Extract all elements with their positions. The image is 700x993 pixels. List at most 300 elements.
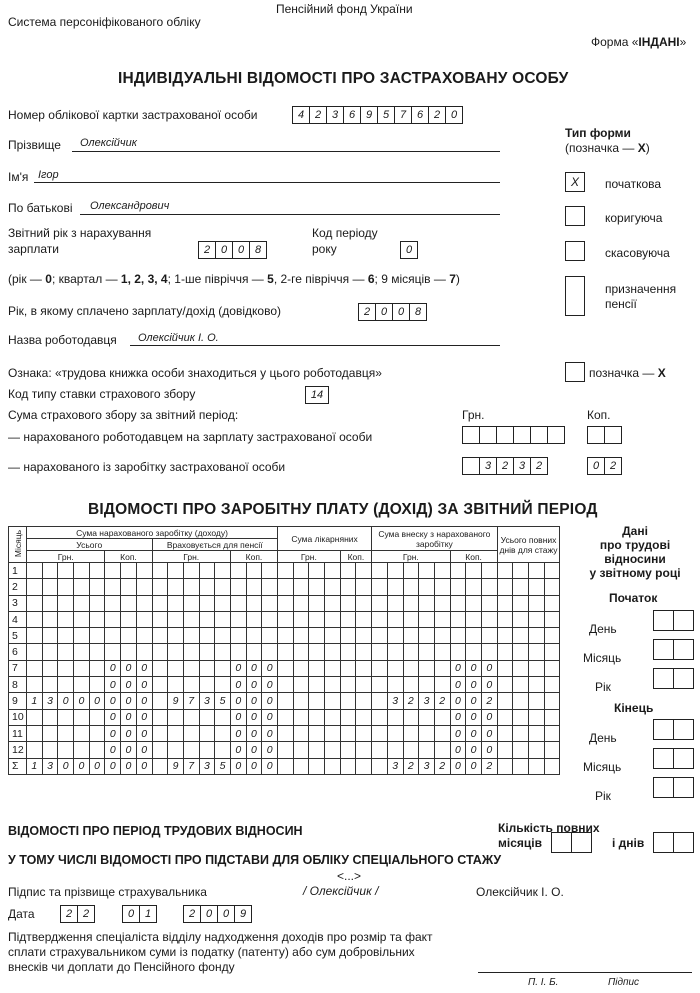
wage-cell[interactable] — [529, 758, 545, 774]
wage-cell[interactable] — [325, 742, 341, 758]
wage-cell[interactable] — [121, 595, 137, 611]
wage-cell[interactable] — [356, 579, 372, 595]
wage-cell[interactable] — [293, 725, 309, 741]
wage-cell[interactable]: 0 — [105, 758, 121, 774]
wage-cell[interactable] — [419, 628, 435, 644]
wage-cell[interactable] — [403, 628, 419, 644]
wage-cell[interactable] — [325, 725, 341, 741]
wage-cell[interactable] — [27, 644, 43, 660]
digit-cell[interactable]: 0 — [215, 241, 233, 259]
wage-cell[interactable] — [74, 677, 90, 693]
wage-cell[interactable]: 2 — [481, 758, 497, 774]
wage-cell[interactable] — [89, 579, 105, 595]
end-year-cells[interactable] — [653, 777, 694, 798]
wage-cell[interactable] — [278, 677, 294, 693]
wage-cell[interactable] — [325, 628, 341, 644]
wage-cell[interactable] — [89, 709, 105, 725]
wage-cell[interactable]: 0 — [262, 693, 278, 709]
card-number-cells[interactable] — [292, 106, 463, 124]
wage-cell[interactable] — [215, 628, 231, 644]
wage-cell[interactable] — [340, 563, 356, 579]
wage-cell[interactable]: 0 — [262, 742, 278, 758]
wage-cell[interactable] — [168, 563, 184, 579]
wage-cell[interactable] — [372, 725, 388, 741]
wage-cell[interactable] — [325, 579, 341, 595]
wage-cell[interactable]: 0 — [74, 758, 90, 774]
wage-cell[interactable] — [513, 725, 529, 741]
wage-cell[interactable]: 2 — [481, 693, 497, 709]
wage-cell[interactable]: 0 — [246, 758, 262, 774]
digit-cell[interactable] — [604, 426, 622, 444]
wage-cell[interactable] — [215, 611, 231, 627]
digit-cell[interactable]: 1 — [139, 905, 157, 923]
wage-cell[interactable] — [42, 628, 58, 644]
wage-cell[interactable] — [293, 644, 309, 660]
wage-cell[interactable] — [278, 709, 294, 725]
wage-cell[interactable] — [183, 644, 199, 660]
wage-cell[interactable] — [434, 725, 450, 741]
wage-cell[interactable] — [246, 579, 262, 595]
digit-cell[interactable]: 0 — [122, 905, 140, 923]
digit-cell[interactable]: 9 — [234, 905, 252, 923]
wage-cell[interactable] — [168, 644, 184, 660]
wage-cell[interactable] — [403, 660, 419, 676]
wage-cell[interactable] — [325, 677, 341, 693]
wage-cell[interactable] — [42, 644, 58, 660]
wage-cell[interactable] — [58, 563, 74, 579]
wage-cell[interactable] — [246, 563, 262, 579]
wage-cell[interactable] — [215, 660, 231, 676]
digit-cell[interactable]: 2 — [198, 241, 216, 259]
wage-cell[interactable]: 0 — [136, 660, 152, 676]
wage-cell[interactable]: 0 — [450, 709, 466, 725]
wage-cell[interactable]: 9 — [168, 693, 184, 709]
wage-cell[interactable] — [105, 563, 121, 579]
wage-cell[interactable]: 0 — [230, 693, 246, 709]
wage-cell[interactable] — [168, 660, 184, 676]
wage-cell[interactable]: 0 — [481, 742, 497, 758]
wage-cell[interactable]: 0 — [121, 742, 137, 758]
wage-cell[interactable] — [278, 611, 294, 627]
wage-cell[interactable] — [419, 725, 435, 741]
wage-cell[interactable] — [340, 725, 356, 741]
wage-cell[interactable] — [403, 725, 419, 741]
wage-cell[interactable] — [356, 693, 372, 709]
wage-cell[interactable] — [544, 595, 560, 611]
wage-cell[interactable]: 0 — [105, 693, 121, 709]
wage-cell[interactable] — [325, 644, 341, 660]
digit-cell[interactable] — [479, 426, 497, 444]
wage-cell[interactable]: 1 — [27, 758, 43, 774]
wage-cell[interactable] — [529, 644, 545, 660]
digit-cell[interactable]: 3 — [513, 457, 531, 475]
wage-cell[interactable] — [152, 660, 168, 676]
wage-cell[interactable] — [356, 644, 372, 660]
wage-cell[interactable] — [168, 628, 184, 644]
fee-row1-kop-cells[interactable] — [587, 426, 622, 444]
wage-cell[interactable] — [513, 628, 529, 644]
wage-cell[interactable] — [215, 742, 231, 758]
wage-cell[interactable]: 7 — [183, 693, 199, 709]
wage-cell[interactable] — [544, 579, 560, 595]
wage-cell[interactable] — [529, 693, 545, 709]
wage-cell[interactable]: 3 — [419, 693, 435, 709]
wage-cell[interactable] — [230, 644, 246, 660]
form-type-pension-checkbox[interactable] — [565, 276, 585, 316]
wage-cell[interactable]: 0 — [105, 660, 121, 676]
wage-cell[interactable] — [183, 725, 199, 741]
wage-cell[interactable] — [230, 628, 246, 644]
wage-cell[interactable] — [387, 595, 403, 611]
wage-cell[interactable]: 0 — [466, 725, 482, 741]
wage-cell[interactable] — [529, 563, 545, 579]
wage-cell[interactable] — [27, 677, 43, 693]
wage-cell[interactable] — [136, 579, 152, 595]
wage-cell[interactable]: 2 — [434, 758, 450, 774]
wage-cell[interactable] — [262, 563, 278, 579]
wage-cell[interactable] — [372, 709, 388, 725]
wage-cell[interactable] — [58, 660, 74, 676]
wage-cell[interactable] — [544, 644, 560, 660]
wage-cell[interactable] — [497, 579, 513, 595]
wage-cell[interactable] — [372, 611, 388, 627]
report-year-cells[interactable] — [198, 241, 267, 259]
wage-cell[interactable]: 0 — [136, 742, 152, 758]
digit-cell[interactable]: 2 — [428, 106, 446, 124]
wage-cell[interactable] — [199, 742, 215, 758]
wage-cell[interactable] — [152, 742, 168, 758]
wage-cell[interactable] — [434, 579, 450, 595]
digit-cell[interactable]: 3 — [479, 457, 497, 475]
wage-cell[interactable] — [215, 644, 231, 660]
wage-cell[interactable] — [121, 628, 137, 644]
wage-cell[interactable] — [325, 563, 341, 579]
wage-cell[interactable] — [27, 579, 43, 595]
paid-year-cells[interactable] — [358, 303, 427, 321]
wage-cell[interactable]: 2 — [434, 693, 450, 709]
wage-cell[interactable] — [74, 660, 90, 676]
wage-cell[interactable] — [74, 725, 90, 741]
wage-cell[interactable]: 0 — [230, 660, 246, 676]
wage-cell[interactable]: 0 — [450, 742, 466, 758]
wage-cell[interactable] — [152, 758, 168, 774]
wage-cell[interactable] — [356, 758, 372, 774]
wage-cell[interactable]: 0 — [246, 742, 262, 758]
wage-cell[interactable] — [325, 709, 341, 725]
wage-cell[interactable] — [387, 644, 403, 660]
wage-cell[interactable] — [544, 758, 560, 774]
wage-cell[interactable] — [58, 611, 74, 627]
surname-value[interactable]: Олексійчик — [80, 137, 137, 149]
wage-cell[interactable]: 0 — [230, 709, 246, 725]
wage-cell[interactable] — [434, 677, 450, 693]
wage-cell[interactable]: 0 — [466, 709, 482, 725]
digit-cell[interactable]: 0 — [392, 303, 410, 321]
wage-cell[interactable] — [89, 644, 105, 660]
digit-cell[interactable]: 2 — [77, 905, 95, 923]
wage-cell[interactable]: 0 — [262, 725, 278, 741]
wage-cell[interactable] — [419, 611, 435, 627]
wage-cell[interactable] — [309, 660, 325, 676]
wage-cell[interactable]: 3 — [199, 758, 215, 774]
wage-cell[interactable] — [309, 725, 325, 741]
digit-cell[interactable]: 6 — [343, 106, 361, 124]
wage-cell[interactable] — [42, 709, 58, 725]
wage-cell[interactable]: 0 — [450, 693, 466, 709]
wage-cell[interactable] — [497, 644, 513, 660]
wage-cell[interactable] — [168, 595, 184, 611]
wage-cell[interactable]: 0 — [230, 677, 246, 693]
digit-cell[interactable]: 0 — [445, 106, 463, 124]
wage-cell[interactable] — [246, 611, 262, 627]
wage-cell[interactable] — [42, 579, 58, 595]
wage-cell[interactable]: 2 — [403, 693, 419, 709]
wage-cell[interactable] — [199, 725, 215, 741]
wage-cell[interactable] — [168, 579, 184, 595]
wage-cell[interactable] — [325, 693, 341, 709]
wage-cell[interactable] — [74, 644, 90, 660]
wage-cell[interactable] — [356, 660, 372, 676]
wage-cell[interactable]: 0 — [105, 742, 121, 758]
digit-cell[interactable]: 7 — [394, 106, 412, 124]
period-code-box[interactable]: 0 — [400, 241, 418, 259]
wage-cell[interactable] — [529, 677, 545, 693]
wage-cell[interactable] — [340, 742, 356, 758]
wage-cell[interactable] — [513, 579, 529, 595]
wage-cell[interactable] — [42, 660, 58, 676]
wage-cell[interactable] — [387, 579, 403, 595]
wage-cell[interactable] — [183, 579, 199, 595]
wage-cell[interactable]: 0 — [121, 677, 137, 693]
wage-cell[interactable] — [42, 563, 58, 579]
wage-cell[interactable] — [105, 628, 121, 644]
wage-cell[interactable] — [215, 595, 231, 611]
digit-cell[interactable] — [547, 426, 565, 444]
wage-cell[interactable]: 0 — [466, 693, 482, 709]
patronymic-value[interactable]: Олександрович — [90, 200, 170, 212]
wage-cell[interactable] — [121, 579, 137, 595]
wage-cell[interactable] — [419, 742, 435, 758]
wage-cell[interactable] — [27, 628, 43, 644]
wage-cell[interactable] — [293, 709, 309, 725]
wage-cell[interactable] — [372, 579, 388, 595]
wage-cell[interactable] — [152, 611, 168, 627]
wage-cell[interactable] — [497, 628, 513, 644]
wage-cell[interactable] — [199, 709, 215, 725]
wage-cell[interactable] — [419, 595, 435, 611]
wage-cell[interactable] — [89, 660, 105, 676]
wage-cell[interactable] — [183, 677, 199, 693]
wage-cell[interactable] — [434, 660, 450, 676]
digit-cell[interactable] — [530, 426, 548, 444]
wage-cell[interactable] — [136, 595, 152, 611]
wage-cell[interactable] — [199, 579, 215, 595]
wage-cell[interactable] — [293, 595, 309, 611]
wage-cell[interactable] — [466, 563, 482, 579]
wage-cell[interactable] — [27, 725, 43, 741]
wage-cell[interactable] — [262, 628, 278, 644]
wage-cell[interactable] — [262, 595, 278, 611]
wage-cell[interactable]: 0 — [105, 725, 121, 741]
wage-cell[interactable] — [356, 595, 372, 611]
days-cells[interactable] — [653, 832, 694, 853]
fee-row2-hrn-cells[interactable] — [462, 457, 548, 475]
date-month-cells[interactable] — [122, 905, 157, 923]
wage-cell[interactable]: 0 — [481, 725, 497, 741]
wage-cell[interactable]: 0 — [262, 660, 278, 676]
wage-cell[interactable]: 0 — [246, 660, 262, 676]
wage-cell[interactable]: 0 — [136, 709, 152, 725]
wage-cell[interactable] — [74, 563, 90, 579]
wage-cell[interactable] — [529, 611, 545, 627]
wage-cell[interactable] — [42, 742, 58, 758]
wage-cell[interactable] — [340, 595, 356, 611]
wage-cell[interactable] — [434, 595, 450, 611]
wage-cell[interactable] — [529, 628, 545, 644]
wage-cell[interactable]: 0 — [481, 677, 497, 693]
wage-cell[interactable] — [58, 725, 74, 741]
wage-cell[interactable] — [403, 709, 419, 725]
wage-cell[interactable] — [497, 660, 513, 676]
wage-cell[interactable] — [152, 709, 168, 725]
wage-cell[interactable]: 0 — [105, 677, 121, 693]
wage-cell[interactable] — [529, 709, 545, 725]
wage-cell[interactable] — [89, 742, 105, 758]
wage-cell[interactable]: 0 — [230, 742, 246, 758]
signature-sign[interactable]: / Олексійчик / — [303, 884, 379, 898]
wage-cell[interactable] — [278, 595, 294, 611]
wage-cell[interactable] — [309, 563, 325, 579]
wage-cell[interactable] — [199, 563, 215, 579]
digit-cell[interactable]: 2 — [496, 457, 514, 475]
wage-cell[interactable] — [325, 595, 341, 611]
wage-cell[interactable] — [168, 742, 184, 758]
wage-cell[interactable] — [27, 595, 43, 611]
wage-cell[interactable] — [450, 611, 466, 627]
wage-cell[interactable] — [215, 709, 231, 725]
wage-cell[interactable] — [74, 742, 90, 758]
employer-value[interactable]: Олексійчик І. О. — [138, 332, 219, 344]
wage-cell[interactable] — [42, 725, 58, 741]
digit-cell[interactable]: 0 — [217, 905, 235, 923]
wage-cell[interactable]: 3 — [199, 693, 215, 709]
wage-cell[interactable] — [403, 563, 419, 579]
wage-cell[interactable] — [419, 660, 435, 676]
wage-cell[interactable] — [513, 677, 529, 693]
wage-cell[interactable]: 0 — [89, 758, 105, 774]
wage-cell[interactable] — [74, 709, 90, 725]
wage-cell[interactable] — [481, 611, 497, 627]
wage-cell[interactable] — [262, 644, 278, 660]
wage-cell[interactable] — [89, 595, 105, 611]
wage-cell[interactable]: 0 — [262, 758, 278, 774]
wage-cell[interactable] — [434, 628, 450, 644]
wage-cell[interactable] — [513, 693, 529, 709]
wage-cell[interactable]: 0 — [450, 725, 466, 741]
wage-cell[interactable] — [42, 611, 58, 627]
wage-cell[interactable]: 0 — [121, 709, 137, 725]
wage-cell[interactable] — [121, 563, 137, 579]
wage-cell[interactable] — [309, 693, 325, 709]
wage-cell[interactable] — [136, 644, 152, 660]
wage-cell[interactable] — [246, 595, 262, 611]
digit-cell[interactable]: 9 — [360, 106, 378, 124]
wage-cell[interactable] — [544, 628, 560, 644]
wage-cell[interactable] — [309, 595, 325, 611]
wage-cell[interactable] — [450, 595, 466, 611]
digit-cell[interactable]: 5 — [377, 106, 395, 124]
wage-cell[interactable] — [215, 579, 231, 595]
wage-cell[interactable] — [293, 579, 309, 595]
wage-cell[interactable] — [513, 595, 529, 611]
wage-cell[interactable] — [340, 758, 356, 774]
wage-cell[interactable]: 5 — [215, 758, 231, 774]
wage-cell[interactable] — [356, 563, 372, 579]
wage-cell[interactable]: 0 — [136, 758, 152, 774]
wage-cell[interactable] — [183, 660, 199, 676]
wage-cell[interactable] — [293, 611, 309, 627]
wage-cell[interactable] — [58, 579, 74, 595]
digit-cell[interactable]: 8 — [409, 303, 427, 321]
wage-cell[interactable] — [199, 628, 215, 644]
wage-cell[interactable] — [58, 677, 74, 693]
wage-cell[interactable] — [497, 709, 513, 725]
wage-cell[interactable] — [152, 563, 168, 579]
wage-cell[interactable] — [74, 611, 90, 627]
wage-cell[interactable] — [529, 660, 545, 676]
digit-cell[interactable]: 3 — [326, 106, 344, 124]
wage-cell[interactable] — [27, 660, 43, 676]
wage-cell[interactable] — [199, 660, 215, 676]
wage-cell[interactable] — [152, 595, 168, 611]
wage-cell[interactable]: 3 — [42, 693, 58, 709]
wage-cell[interactable] — [325, 758, 341, 774]
wage-cell[interactable] — [497, 563, 513, 579]
wage-cell[interactable] — [481, 644, 497, 660]
wage-cell[interactable] — [278, 660, 294, 676]
name-value[interactable]: Ігор — [38, 169, 59, 181]
wage-cell[interactable] — [513, 758, 529, 774]
wage-cell[interactable] — [309, 709, 325, 725]
wage-cell[interactable]: 0 — [121, 660, 137, 676]
wage-cell[interactable]: 5 — [215, 693, 231, 709]
wage-cell[interactable] — [105, 579, 121, 595]
wage-cell[interactable] — [340, 677, 356, 693]
wage-cell[interactable]: 0 — [481, 660, 497, 676]
wage-cell[interactable] — [27, 742, 43, 758]
wage-cell[interactable] — [58, 709, 74, 725]
wage-cell[interactable] — [121, 644, 137, 660]
wage-cell[interactable] — [513, 709, 529, 725]
wage-cell[interactable]: 2 — [403, 758, 419, 774]
wage-cell[interactable] — [419, 644, 435, 660]
wage-cell[interactable] — [372, 677, 388, 693]
digit-cell[interactable]: 2 — [309, 106, 327, 124]
wage-cell[interactable] — [340, 693, 356, 709]
wage-cell[interactable] — [356, 611, 372, 627]
wage-cell[interactable] — [340, 660, 356, 676]
wage-cell[interactable]: 0 — [466, 742, 482, 758]
wage-cell[interactable] — [481, 579, 497, 595]
wage-cell[interactable] — [544, 709, 560, 725]
wage-cell[interactable] — [278, 758, 294, 774]
wage-cell[interactable]: 3 — [387, 693, 403, 709]
wage-cell[interactable]: 1 — [27, 693, 43, 709]
wage-cell[interactable] — [434, 742, 450, 758]
wage-cell[interactable] — [387, 742, 403, 758]
wage-cell[interactable] — [544, 742, 560, 758]
wage-cell[interactable] — [168, 677, 184, 693]
